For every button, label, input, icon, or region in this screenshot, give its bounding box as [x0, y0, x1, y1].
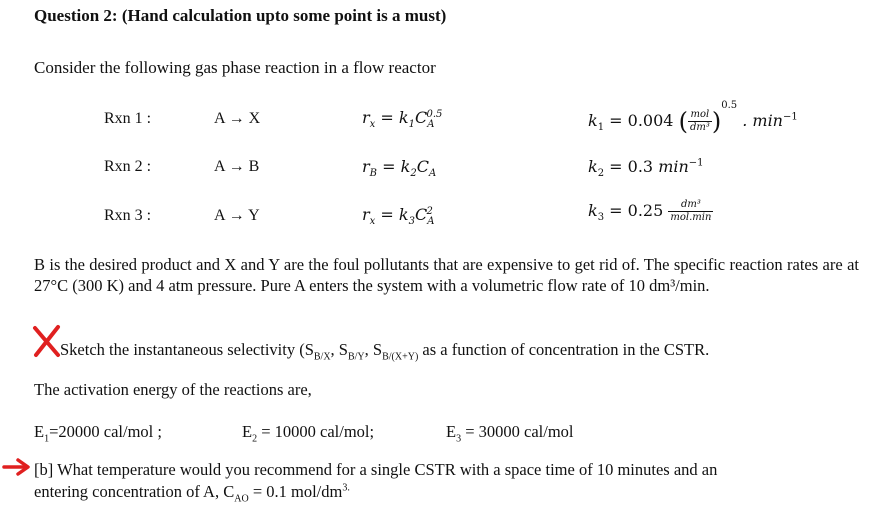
- rxn3-rate-constant: $k_3 = 0.25$ $\frac{\text{dm³}}{\text{mol.min}}$: [588, 199, 712, 224]
- red-arrow-icon: [2, 458, 32, 476]
- rxn1-rate-law: $r_x = k_1C_A^{0.5}$: [362, 108, 443, 131]
- energy-e2: $E_2 = 10000$ cal/mol;: [242, 422, 375, 445]
- rxn2-equation: A → B: [214, 158, 260, 175]
- part-b-line2: entering concentration of A, $C_{AO} = 0.1$ mol/$dm^{3.}$: [34, 482, 350, 505]
- intro-text: Consider the following gas phase reaction in a flow reactor: [34, 58, 436, 77]
- energy-e3: $E_3 = 30000$ cal/mol: [446, 422, 574, 445]
- rxn2-label: Rxn 2 :: [104, 158, 152, 175]
- red-cross-mark-icon: [30, 324, 64, 358]
- question-title: Question 2: (Hand calculation upto some point is a must): [34, 6, 447, 25]
- rxn3-label: Rxn 3 :: [104, 207, 152, 224]
- rxn1-rate-constant: $k_1 = 0.004$ ( $\frac{\text{mol}}{\text{dm³}}$ )$^{0.5}$ . $\min^{-1}$: [588, 100, 798, 136]
- rxn2-rate-law: $r_B = k_2C_A$: [362, 157, 437, 180]
- activation-intro: The activation energy of the reactions are,: [34, 380, 312, 399]
- problem-description: B is the desired product and X and Y are the foul pollutants that are expensive to get rid of. The specific reaction rates are at 27°C (300 K) and 4 atm pressure. Pure A enters the system with a volumetric flow rate of 10 dm³/min.: [34, 255, 859, 295]
- rxn1-equation: A → X: [214, 110, 261, 127]
- energy-e1: $E_1=20000$ cal/mol ;: [34, 422, 162, 445]
- part-a-text: Sketch the instantaneous selectivity ($S_{B/X}$, $S_{B/Y}$, $S_{B/(X+Y)}$ as a function of concentration in the CSTR.: [60, 340, 710, 363]
- rxn2-rate-constant: $k_2 = 0.3$ $\min^{-1}$: [588, 157, 704, 180]
- rxn3-rate-law: $r_x = k_3C_A^2$: [362, 205, 435, 228]
- rxn3-equation: A → Y: [214, 207, 260, 224]
- rxn1-label: Rxn 1 :: [104, 110, 152, 127]
- part-b-line1: [b] What temperature would you recommend for a single CSTR with a space time of 10 minutes and an: [34, 460, 718, 479]
